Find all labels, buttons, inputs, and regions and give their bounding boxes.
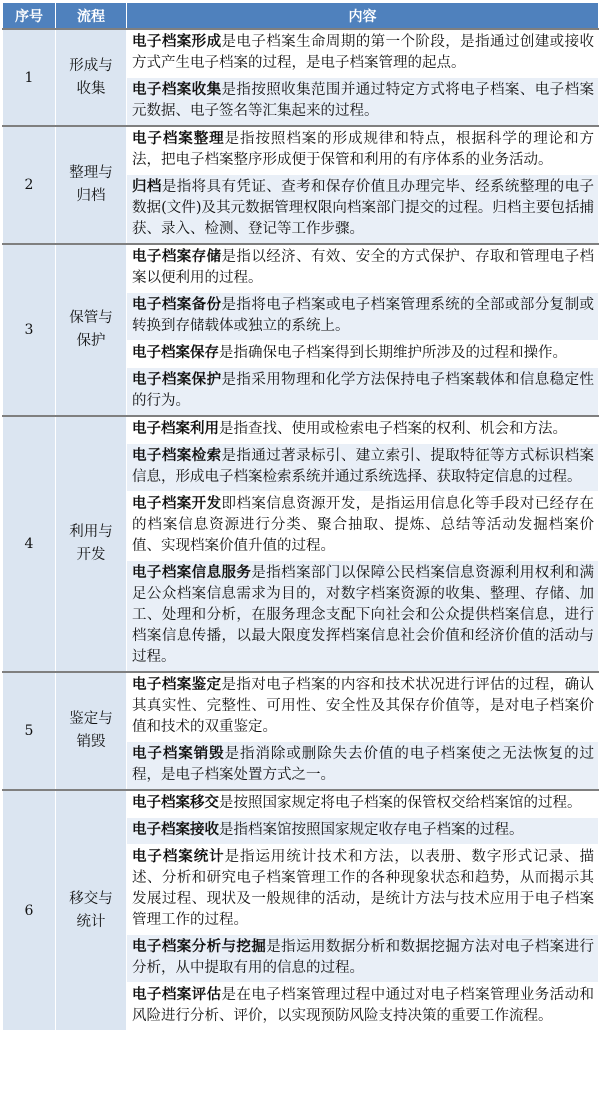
term-label: 归档: [132, 179, 162, 195]
term-label: 电子档案移交: [132, 795, 219, 811]
stage-label: 鉴定与: [69, 711, 113, 727]
term-description: 是指将具有凭证、查考和保存价值且办理完毕、经系统整理的电子数据(文件)及其元数据管理权限向档案部门提交的过程。归档主要包括捕获、录入、检测、登记等工作步骤。: [132, 179, 595, 237]
content-cell: [127, 935, 599, 983]
table-header-row: [3, 3, 599, 30]
term-label: 电子档案形成: [132, 34, 222, 50]
stage-label: 保护: [76, 333, 106, 349]
term-label: 电子档案备份: [132, 297, 222, 313]
term-description: 是指档案馆按照国家规定收存电子档案的过程。: [219, 822, 524, 838]
term-label: 电子档案保护: [132, 372, 222, 388]
term-description: 即档案信息资源开发，是指运用信息化等手段对已经存在的档案信息资源进行分类、聚合抽取、提炼、总结等活动发掘档案价值、实现档案价值升值的过程。: [132, 496, 594, 554]
term-description: 是指通过著录标引、建立索引、提取特征等方式标识档案信息，形成电子档案检索系统并通过系统选择、获取特定信息的过程。: [132, 448, 594, 485]
term-description: 是电子档案生命周期的第一个阶段，是指通过创建或接收方式产生电子档案的过程，是电子档案管理的起点。: [132, 34, 594, 71]
term-label: 电子档案统计: [132, 849, 225, 865]
term-label: 电子档案检索: [132, 448, 222, 464]
row-number: 5: [3, 672, 56, 790]
term-label: 电子档案开发: [132, 496, 222, 512]
stage-cell: [56, 672, 127, 790]
content-cell: [127, 492, 599, 561]
row-number: 6: [3, 790, 56, 1031]
term-label: 电子档案鉴定: [132, 677, 222, 693]
content-cell: [127, 368, 599, 417]
table-row: [3, 790, 599, 818]
term-description: 是指确保电子档案得到长期维护所涉及的过程和操作。: [219, 345, 567, 361]
stage-label: 收集: [76, 80, 106, 97]
term-description: 是指查找、使用或检索电子档案的权利、机会和方法。: [219, 421, 567, 437]
table-row: [3, 244, 599, 293]
row-number: 4: [3, 416, 56, 672]
header-stage: 流程: [56, 3, 127, 30]
term-description: 是指运用数据分析和数据挖掘方法对电子档案进行分析，从中提取有用的信息的过程。: [132, 939, 594, 976]
term-description: 是指以经济、有效、安全的方式保护、存取和管理电子档案以便利用的过程。: [132, 249, 594, 286]
content-cell: [127, 742, 599, 791]
term-label: 电子档案整理: [132, 131, 225, 147]
term-description: 是指对电子档案的内容和技术状况进行评估的过程，确认其真实性、完整性、可用性、安全性及其保存价值等，是对电子档案价值和技术的双重鉴定。: [132, 677, 594, 735]
header-content: 内容: [127, 3, 599, 30]
content-cell: [127, 790, 599, 818]
row-number: 1: [3, 29, 56, 126]
content-cell: [127, 416, 599, 444]
term-label: 电子档案销毁: [132, 746, 225, 762]
stage-label: 利用与: [69, 524, 113, 540]
term-description: 是指按照档案的形成规律和特点，根据科学的理论和方法，把电子档案整序形成便于保管和利用的有序体系的业务活动。: [132, 131, 595, 168]
content-cell: [127, 175, 599, 245]
content-cell: [127, 244, 599, 293]
term-label: 电子档案收集: [132, 82, 222, 98]
content-cell: [127, 672, 599, 742]
term-description: 是指采用物理和化学方法保持电子档案载体和信息稳定性的行为。: [132, 372, 594, 409]
content-cell: [127, 126, 599, 175]
content-cell: [127, 845, 599, 935]
content-cell: [127, 29, 599, 78]
term-description: 是指消除或删除失去价值的电子档案使之无法恢复的过程，是电子档案处置方式之一。: [132, 746, 595, 783]
stage-label: 开发: [76, 547, 106, 563]
term-label: 电子档案分析与挖掘: [132, 939, 267, 955]
stage-cell: [56, 244, 127, 416]
table-row: [3, 416, 599, 444]
row-number: 2: [3, 126, 56, 244]
stage-cell: [56, 126, 127, 244]
stage-label: 整理与: [69, 165, 113, 181]
term-description: 是指档案部门以保障公民档案信息资源利用权利和满足公众档案信息需求为目的，对数字档案资源的收集、整理、存储、加工、处理和分析，在服务理念支配下向社会和公众提供档案信息，进行档案信息传播，以最大限度发挥档案信息社会价值和经济价值的活动与过程。: [132, 565, 595, 665]
term-label: 电子档案保存: [132, 345, 219, 361]
stage-label: 统计: [76, 913, 106, 930]
content-cell: [127, 818, 599, 845]
table-row: [3, 126, 599, 175]
stage-label: 归档: [76, 188, 106, 204]
term-description: 是在电子档案管理过程中通过对电子档案管理业务活动和风险进行分析、评价，以实现预防风险支持决策的重要工作流程。: [132, 987, 594, 1024]
table-row: [3, 672, 599, 742]
term-label: 电子档案信息服务: [132, 565, 252, 581]
archive-process-table: [2, 2, 599, 1031]
content-cell: [127, 444, 599, 492]
stage-label: 移交与: [69, 890, 113, 907]
term-label: 电子档案利用: [132, 421, 219, 437]
content-cell: [127, 983, 599, 1031]
term-description: 是指将电子档案或电子档案管理系统的全部或部分复制或转换到存储载体或独立的系统上。: [132, 297, 594, 334]
stage-cell: [56, 416, 127, 672]
content-cell: [127, 78, 599, 127]
table-row: [3, 29, 599, 78]
content-cell: [127, 293, 599, 341]
row-number: 3: [3, 244, 56, 416]
stage-cell: [56, 790, 127, 1031]
term-description: 是指运用统计技术和方法，以表册、数字形式记录、描述、分析和研究电子档案管理工作的各种现象状态和趋势，从而揭示其发展过程、现状及一般规律的活动，是统计方法与技术应用于电子档案管理工作的过程。: [132, 849, 595, 928]
stage-cell: [56, 29, 127, 126]
term-label: 电子档案存储: [132, 249, 222, 265]
table-body: [3, 29, 599, 1031]
term-label: 电子档案评估: [132, 987, 222, 1003]
header-no: 序号: [3, 3, 56, 30]
term-label: 电子档案接收: [132, 822, 219, 838]
term-description: 是指按照收集范围并通过特定方式将电子档案、电子档案元数据、电子签名等汇集起来的过程。: [132, 82, 594, 119]
term-description: 是按照国家规定将电子档案的保管权交给档案馆的过程。: [219, 795, 582, 811]
content-cell: [127, 341, 599, 368]
stage-label: 保管与: [69, 310, 113, 326]
content-cell: [127, 561, 599, 673]
stage-label: 形成与: [69, 57, 113, 74]
stage-label: 销毁: [76, 734, 106, 750]
